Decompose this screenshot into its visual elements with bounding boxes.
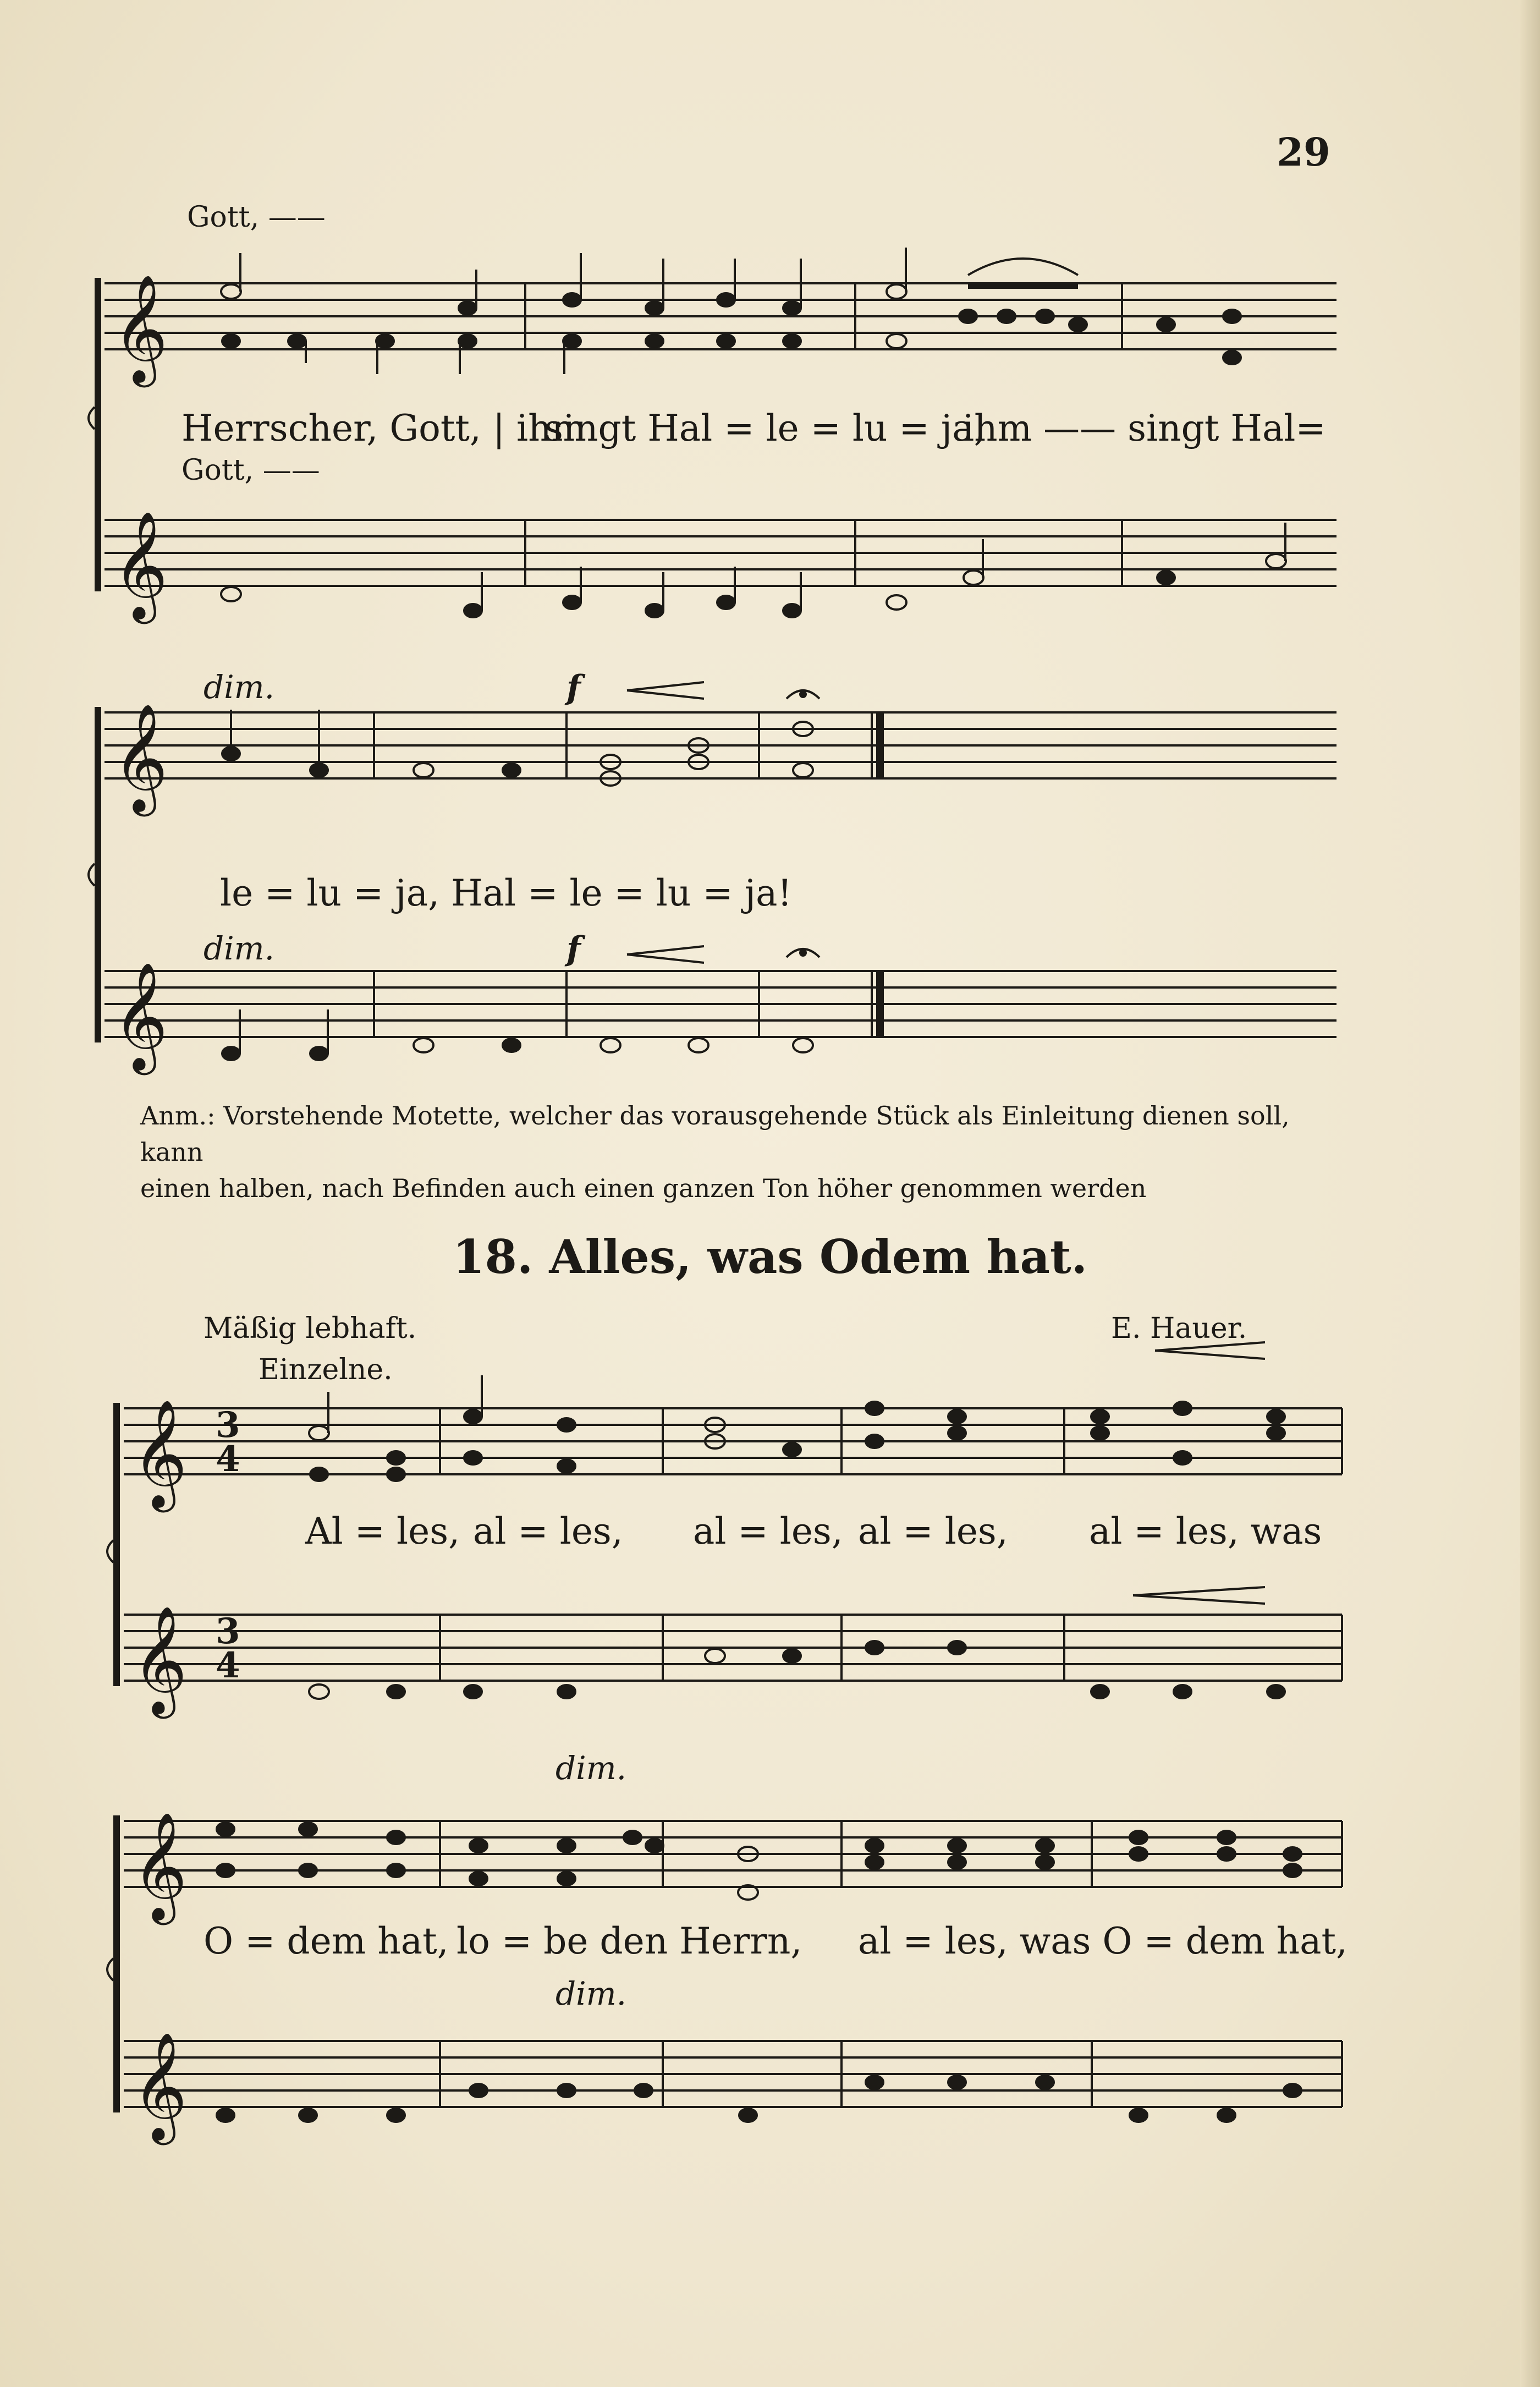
composer: E. Hauer. — [1111, 1312, 1247, 1345]
treble-clef: 𝄞 — [113, 511, 168, 619]
upper-voice-text: Gott, —— — [187, 201, 326, 234]
svg-text:4: 4 — [216, 1439, 240, 1480]
treble-clef: 𝄞 — [132, 1399, 188, 1508]
dynamic-marking: dim. — [204, 930, 275, 967]
lyric-word: al = les, — [858, 1510, 1008, 1552]
lyric-word: lo = be den Herrn, — [457, 1920, 802, 1962]
lyric-line: singt Hal = le = lu = ja, — [544, 407, 986, 449]
treble-clef: 𝄞 — [113, 274, 168, 383]
treble-clef: 𝄞 — [113, 703, 168, 812]
dynamic-marking: dim. — [204, 668, 275, 706]
lyric-word: al = les, was O = dem hat, — [858, 1920, 1348, 1962]
lyric-word: O = dem hat, — [204, 1920, 449, 1962]
lower-voice-text: Gott, —— — [182, 454, 320, 487]
lyric-line: le = lu = ja, Hal = le = lu = ja! — [220, 872, 792, 914]
svg-text:3: 3 — [216, 1611, 240, 1652]
piece-title: 18. Alles, was Odem hat. — [453, 1230, 1087, 1284]
treble-clef: 𝄞 — [132, 2032, 188, 2141]
footnote-line: einen halben, nach Befinden auch einen ganzen Ton höher genommen werden — [140, 1173, 1147, 1203]
forte-marking: f — [566, 930, 581, 968]
dynamic-marking: dim. — [556, 1975, 627, 2012]
forte-marking: f — [566, 668, 581, 707]
footnote-line: Anm.: Vorstehende Motette, welcher das vorausgehende Stück als Einleitung dienen soll, kann — [140, 1101, 1290, 1167]
footnote — [140, 1098, 1350, 1206]
voice-label: Einzelne. — [258, 1353, 393, 1386]
svg-text:3: 3 — [216, 1404, 240, 1446]
lyric-line: Herrscher, Gott, | ihm — [182, 407, 586, 449]
dynamic-marking: dim. — [556, 1749, 627, 1787]
tempo-marking: Mäßig lebhaft. — [204, 1312, 417, 1345]
page-number: 29 — [1277, 129, 1330, 175]
lyric-word: al = les, was — [1089, 1510, 1322, 1552]
lyric-line: ihm —— singt Hal= — [963, 407, 1326, 449]
lyric-word: Al = les, — [305, 1510, 460, 1552]
svg-text:4: 4 — [216, 1645, 240, 1686]
lyric-word: al = les, — [473, 1510, 623, 1552]
treble-clef: 𝄞 — [132, 1812, 188, 1920]
treble-clef: 𝄞 — [113, 962, 168, 1071]
treble-clef: 𝄞 — [132, 1605, 188, 1714]
lyric-word: al = les, — [693, 1510, 843, 1552]
system-4 — [107, 1815, 1342, 2112]
time-signature — [216, 1404, 240, 1686]
